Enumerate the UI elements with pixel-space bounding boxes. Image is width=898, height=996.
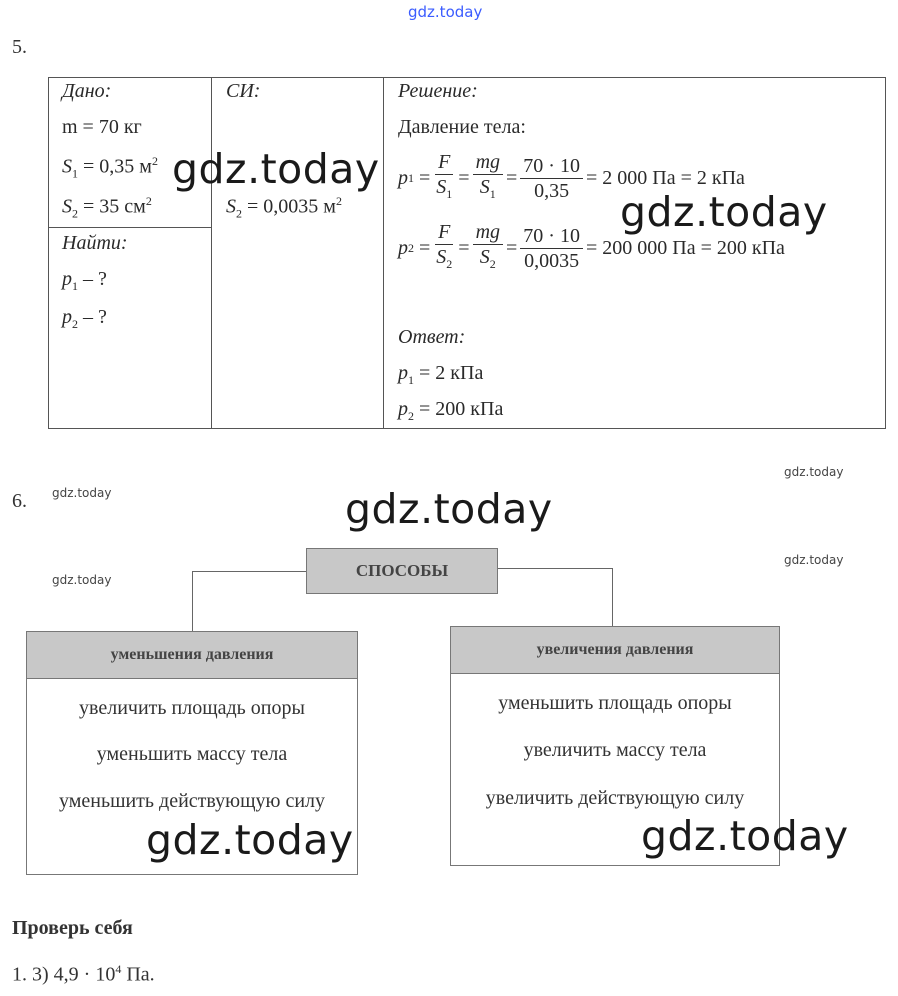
watermark-small-2: gdz.today	[52, 486, 112, 500]
equation-p1: p 1 = $\frac{F}{S_1}$ = $\frac{mg}{S_1}$ = $\frac{70 \cdot 10}{0,35}$ = 2 000 Па = 2 кПа	[398, 151, 745, 202]
root-methods-box: СПОСОБЫ	[306, 548, 498, 594]
left-item-1: увеличить площадь опоры	[79, 697, 305, 719]
watermark-top: gdz.today	[408, 3, 483, 21]
si-s2: $S_2 = 0,0035$ $м^2$	[226, 194, 342, 221]
si-header: СИ:	[226, 80, 261, 102]
otvet-header: Ответ:	[398, 326, 466, 348]
connector-right	[498, 568, 613, 627]
answer-p2: $p_2 = 200$ кПа	[398, 398, 504, 423]
reshenie-header: Решение:	[398, 80, 478, 102]
right-item-1: уменьшить площадь опоры	[498, 692, 732, 714]
najti-header: Найти:	[62, 232, 128, 254]
table-divider-given	[48, 227, 212, 228]
check-answer-line: 1. 3) $4,9 \cdot 10^4$ Па.	[12, 962, 155, 986]
watermark-small-3: gdz.today	[784, 553, 844, 567]
watermark-big-1: gdz.today	[172, 145, 380, 193]
solution-intro: Давление тела:	[398, 116, 526, 138]
watermark-big-3: gdz.today	[345, 485, 553, 533]
given-mass: m = 70 кг	[62, 116, 142, 138]
dano-header: Дано:	[62, 80, 112, 102]
given-s1: $S_1 = 0,35$ $м^2$	[62, 154, 158, 181]
table-divider-2	[383, 77, 384, 429]
left-box-title: уменьшения давления	[26, 631, 358, 679]
watermark-big-4: gdz.today	[146, 816, 354, 864]
equation-p2: p 2 = $\frac{F}{S_2}$ = $\frac{mg}{S_2}$ = $\frac{70 \cdot 10}{0,0035}$ = 200 000 Па = 200 кПа	[398, 221, 785, 272]
answer-p1: $p_1 = 2$ кПа	[398, 362, 484, 387]
find-p1: $p_1$ – ?	[62, 268, 107, 293]
find-p2: $p_2$ – ?	[62, 306, 107, 331]
problem-5-number: 5.	[12, 36, 27, 58]
table-divider-1	[211, 77, 212, 429]
problem-6-number: 6.	[12, 490, 27, 512]
left-item-3: уменьшить действующую силу	[58, 790, 326, 812]
connector-left	[192, 571, 307, 632]
watermark-small-4: gdz.today	[52, 573, 112, 587]
watermark-big-2: gdz.today	[620, 188, 828, 236]
check-yourself-title: Проверь себя	[12, 917, 133, 939]
watermark-small-1: gdz.today	[784, 465, 844, 479]
given-s2: $S_2 = 35$ $см^2$	[62, 194, 152, 221]
right-box-title: увеличения давления	[450, 626, 780, 674]
left-item-2: уменьшить массу тела	[96, 743, 288, 765]
watermark-big-5: gdz.today	[641, 812, 849, 860]
right-item-2: увеличить массу тела	[523, 739, 707, 761]
right-item-3: увеличить действующую силу	[485, 787, 745, 809]
